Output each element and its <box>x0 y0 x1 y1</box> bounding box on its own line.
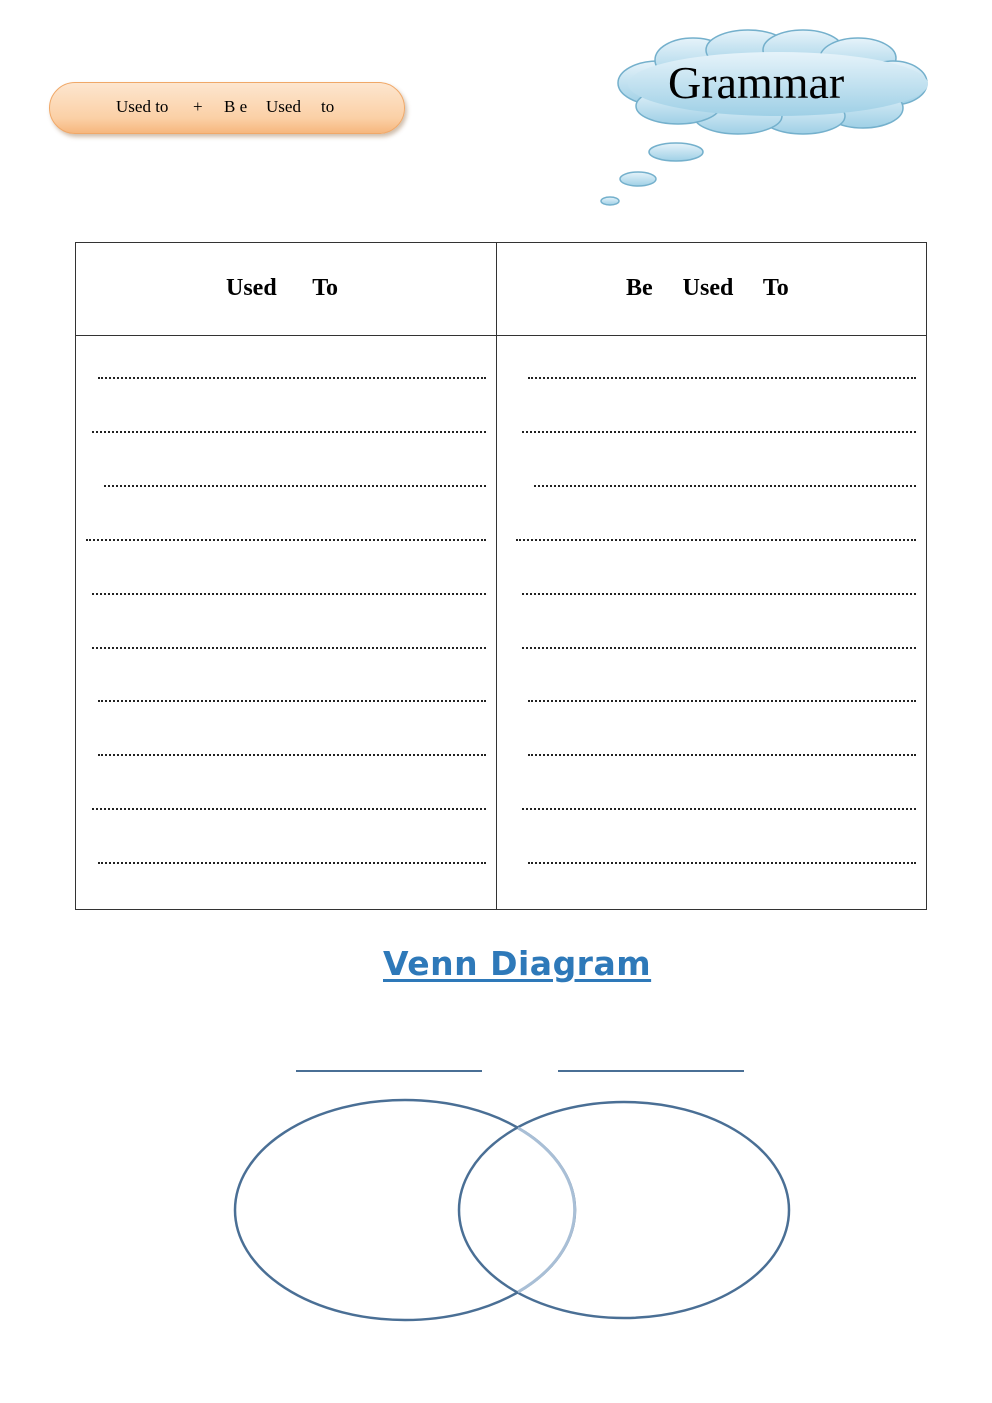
column-divider <box>496 243 497 909</box>
answer-line[interactable] <box>534 485 916 487</box>
cloud-title: Grammar <box>668 57 845 108</box>
venn-label-blank-left[interactable] <box>296 1070 482 1072</box>
venn-diagram <box>220 1090 810 1340</box>
column-header-used-to: Used To <box>226 275 339 301</box>
answer-line[interactable] <box>98 754 486 756</box>
answer-line[interactable] <box>92 593 486 595</box>
answer-line[interactable] <box>86 539 486 541</box>
venn-overlap-arc <box>518 1128 575 1292</box>
answer-line[interactable] <box>98 377 486 379</box>
venn-label-blank-right[interactable] <box>558 1070 744 1072</box>
answer-line[interactable] <box>522 431 916 433</box>
answer-line[interactable] <box>104 485 486 487</box>
answer-line[interactable] <box>92 431 486 433</box>
pill-text-plus: + <box>193 97 203 116</box>
answer-line[interactable] <box>522 808 916 810</box>
answer-line[interactable] <box>516 539 916 541</box>
pill-text-used-to: Used to <box>116 97 169 116</box>
answer-line[interactable] <box>522 593 916 595</box>
comparison-table <box>75 242 927 910</box>
pill-text-used: Used <box>266 97 301 116</box>
answer-line[interactable] <box>98 862 486 864</box>
answer-line[interactable] <box>528 754 916 756</box>
answer-line[interactable] <box>92 647 486 649</box>
venn-circle-right <box>459 1102 789 1318</box>
answer-line[interactable] <box>528 377 916 379</box>
header-divider <box>76 335 926 336</box>
topic-pill <box>49 82 405 134</box>
answer-line[interactable] <box>522 647 916 649</box>
answer-line[interactable] <box>98 700 486 702</box>
answer-line[interactable] <box>528 862 916 864</box>
venn-diagram-title: Venn Diagram <box>383 944 652 983</box>
answer-line[interactable] <box>528 700 916 702</box>
answer-line[interactable] <box>92 808 486 810</box>
column-header-be-used-to: Be Used To <box>626 275 789 301</box>
pill-text-be: B e <box>224 97 248 116</box>
pill-text-to: to <box>321 97 335 116</box>
